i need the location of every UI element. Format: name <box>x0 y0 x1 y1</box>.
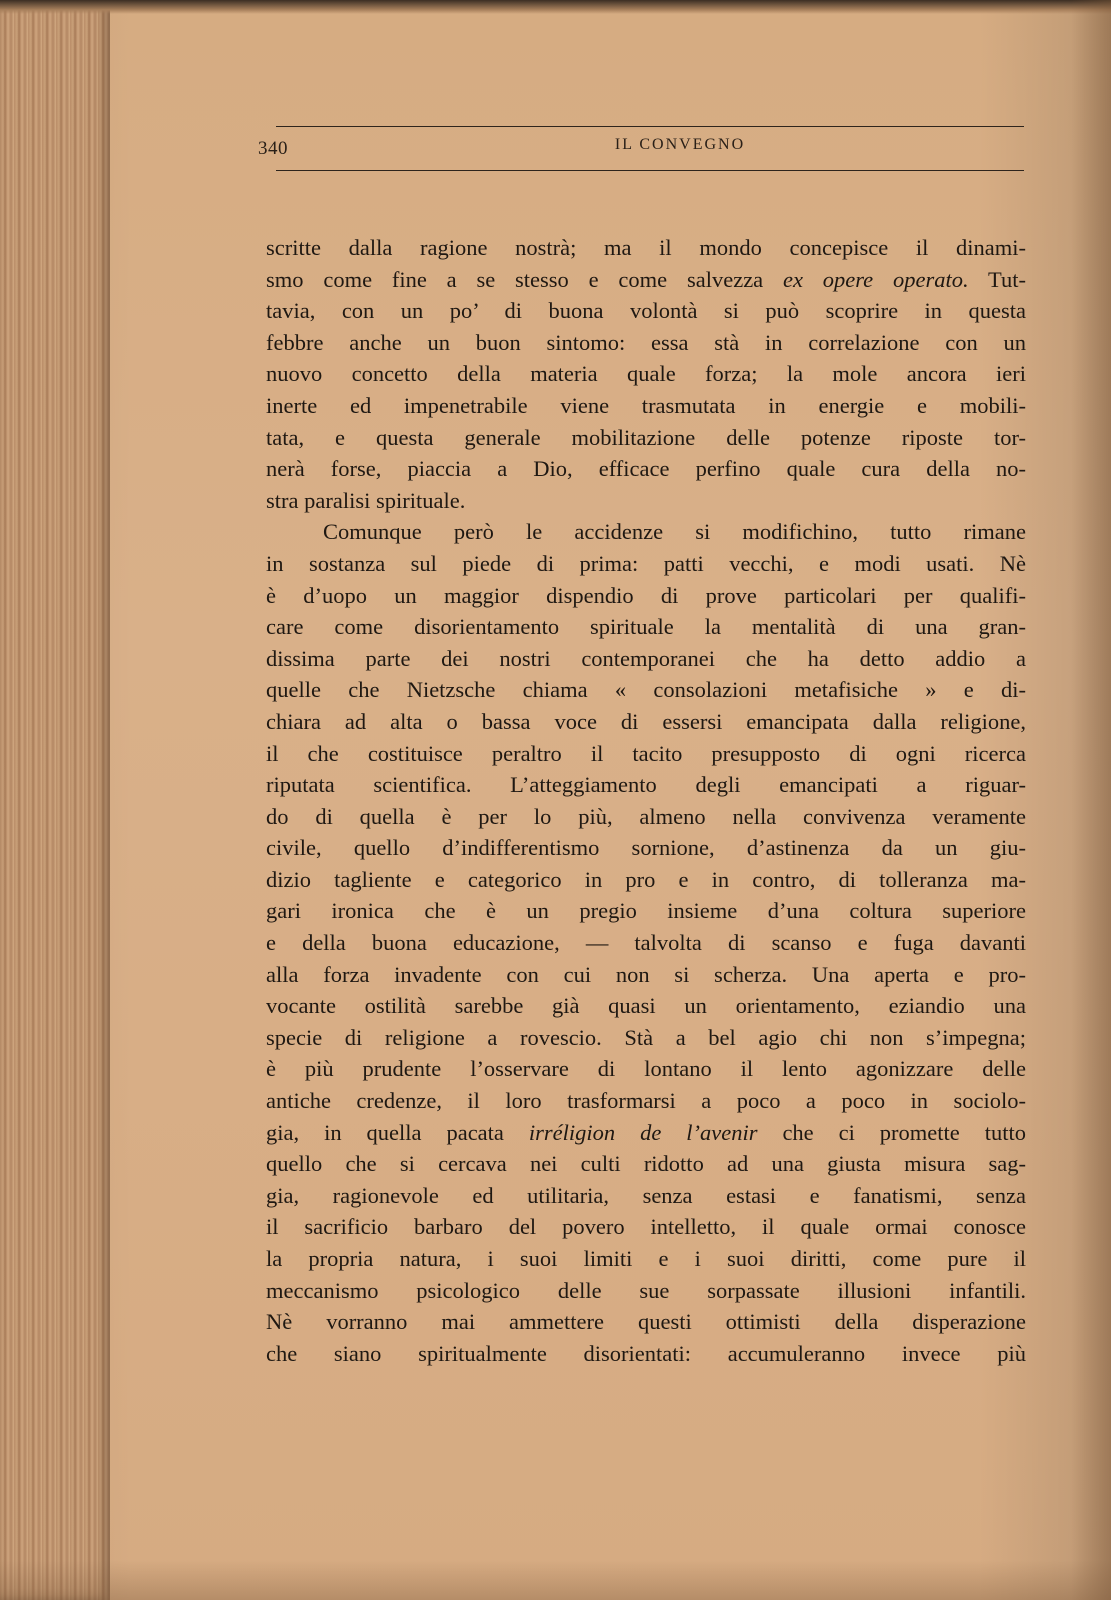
page-stack-edge <box>0 0 110 1600</box>
text-line: vocante ostilità sarebbe già quasi un orientamento, eziandio una <box>266 993 1026 1019</box>
italic-phrase: irréligion de l’avenir <box>528 1119 758 1145</box>
text-line: la propria natura, i suoi limiti e i suoi diritti, come pure il <box>266 1246 1026 1271</box>
text-line: care come disorientamento spirituale la mentalità di una gran- <box>266 614 1026 640</box>
text-line <box>266 1117 1026 1149</box>
text-line: febbre anche un buon sintomo: essa stà in correlazione con un <box>266 329 1026 355</box>
header-rule-bottom <box>276 170 1024 171</box>
text-line: dizio tagliente e categorico in pro e in contro, di tolleranza ma- <box>266 866 1026 892</box>
body-text <box>266 232 1026 1369</box>
text-run: smo come fine a se stesso e come salvezza <box>266 266 783 292</box>
text-line: specie di religione a rovescio. Stà a bel agio chi non s’impegna; <box>266 1024 1026 1050</box>
text-line: scritte dalla ragione nostrà; ma il mondo concepisce il dinami- <box>266 235 1026 260</box>
header-rule-top <box>276 126 1024 127</box>
text-line: il che costituisce peraltro il tacito presupposto di ogni ricerca <box>266 740 1026 766</box>
text-line: stra paralisi spirituale. <box>266 487 466 513</box>
text-line: civile, quello d’indifferentismo sornione, d’astinenza da un giu- <box>266 835 1026 861</box>
text-line: Comunque però le accidenze si modifichino, tutto rimane <box>323 519 1026 545</box>
text-line: alla forza invadente con cui non si scherza. Una aperta e pro- <box>266 961 1026 987</box>
text-line: dissima parte dei nostri contemporanei che ha detto addio a <box>266 645 1026 671</box>
text-run: Tut- <box>968 266 1026 292</box>
text-line <box>266 264 1026 296</box>
running-head: IL CONVEGNO <box>614 136 746 153</box>
text-line: tavia, con un po’ di buona volontà si può scoprire in questa <box>266 298 1026 324</box>
text-line: è d’uopo un maggior dispendio di prove particolari per qualifi- <box>266 582 1026 608</box>
text-line: meccanismo psicologico delle sue sorpassate illusioni infantili. <box>266 1277 1026 1303</box>
page-top-edge <box>0 0 1111 14</box>
text-run: gia, in quella pacata <box>266 1119 529 1145</box>
page-right-shadow <box>1071 0 1111 1600</box>
text-line: che siano spiritualmente disorientati: accumuleranno invece più <box>266 1340 1026 1366</box>
text-line: tata, e questa generale mobilitazione delle potenze riposte tor- <box>266 424 1026 450</box>
text-line: nerà forse, piaccia a Dio, efficace perfino quale cura della no- <box>266 456 1026 482</box>
italic-phrase: ex opere operato. <box>782 266 969 292</box>
text-line: antiche credenze, il loro trasformarsi a poco a poco in sociolo- <box>266 1088 1026 1114</box>
text-line: gia, ragionevole ed utilitaria, senza estasi e fanatismi, senza <box>266 1182 1026 1208</box>
text-line: Nè vorranno mai ammettere questi ottimisti della disperazione <box>266 1309 1026 1335</box>
text-line: chiara ad alta o bassa voce di essersi emancipata dalla religione, <box>266 708 1026 734</box>
text-line: è più prudente l’osservare di lontano il lento agonizzare delle <box>266 1056 1026 1082</box>
text-line: riputata scientifica. L’atteggiamento degli emancipati a riguar- <box>266 772 1026 798</box>
text-line: gari ironica che è un pregio insieme d’una coltura superiore <box>266 898 1026 924</box>
text-line: quelle che Nietzsche chiama « consolazioni metafisiche » e di- <box>266 677 1026 703</box>
text-line: do di quella è per lo più, almeno nella convivenza veramente <box>266 803 1026 829</box>
text-line: nuovo concetto della materia quale forza; la mole ancora ieri <box>266 361 1026 387</box>
text-line: il sacrificio barbaro del povero intelletto, il quale ormai conosce <box>266 1214 1026 1240</box>
page-bottom-shadow <box>0 1560 1111 1600</box>
page-number: 340 <box>258 138 288 159</box>
text-run: che ci promette tutto <box>757 1119 1026 1145</box>
text-line: e della buona educazione, — talvolta di scanso e fuga davanti <box>266 930 1026 956</box>
text-line: inerte ed impenetrabile viene trasmutata in energie e mobili- <box>266 392 1026 418</box>
text-line: quello che si cercava nei culti ridotto ad una giusta misura sag- <box>266 1151 1026 1177</box>
text-line: in sostanza sul piede di prima: patti vecchi, e modi usati. Nè <box>266 550 1026 576</box>
